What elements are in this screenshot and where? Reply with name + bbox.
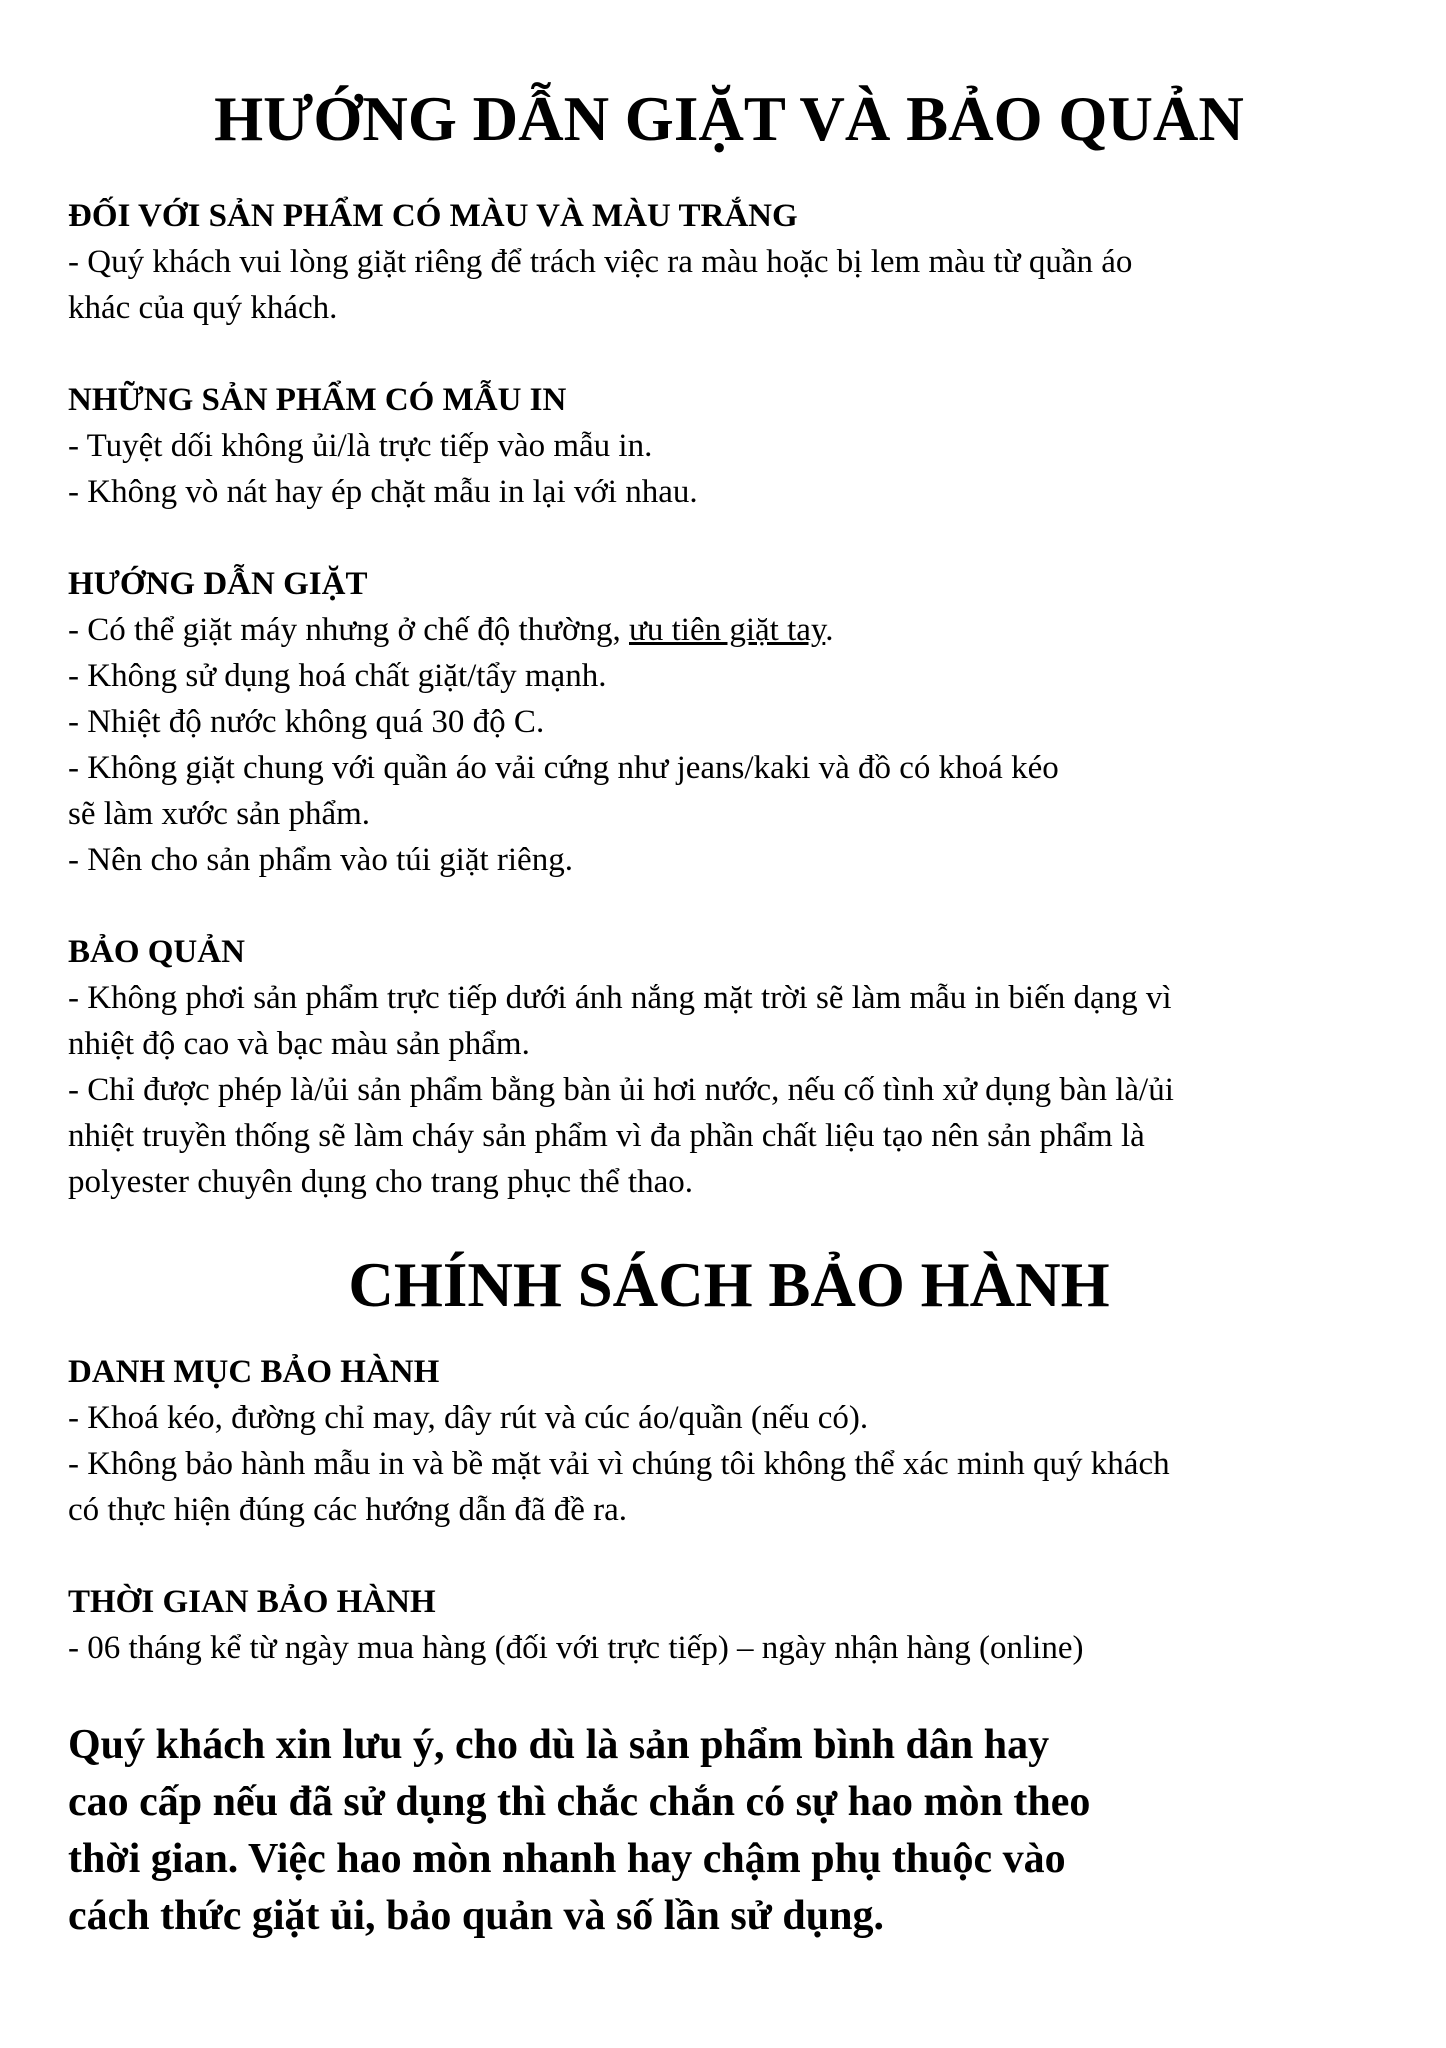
- line-text: .: [825, 612, 834, 648]
- section-heading: THỜI GIAN BẢO HÀNH: [68, 1584, 436, 1620]
- care-line: - Nhiệt độ nước không quá 30 độ C.: [68, 704, 545, 740]
- section-washing-instructions: [68, 561, 1390, 883]
- note-line: cao cấp nếu đã sử dụng thì chắc chắn có sự hao mòn theo: [68, 1779, 1091, 1825]
- warranty-line: - Khoá kéo, đường chỉ may, dây rút và cúc áo/quần (nếu có).: [68, 1400, 869, 1436]
- section-heading: DANH MỤC BẢO HÀNH: [68, 1354, 440, 1390]
- care-line: khác của quý khách.: [68, 290, 338, 326]
- section-printed-products: [68, 377, 1390, 515]
- care-line: - Quý khách vui lòng giặt riêng để trách việc ra màu hoặc bị lem màu từ quần áo: [68, 244, 1133, 280]
- warranty-title: CHÍNH SÁCH BẢO HÀNH: [348, 1250, 1110, 1320]
- warranty-line: - Không bảo hành mẫu in và bề mặt vải vì chúng tôi không thể xác minh quý khách: [68, 1446, 1170, 1482]
- customer-note: [68, 1717, 1390, 1945]
- care-title: HƯỚNG DẪN GIẶT VÀ BẢO QUẢN: [214, 84, 1244, 154]
- care-line: - Không phơi sản phẩm trực tiếp dưới ánh nắng mặt trời sẽ làm mẫu in biến dạng vì: [68, 980, 1172, 1016]
- note-line: cách thức giặt ủi, bảo quản và số lần sử dụng.: [68, 1893, 884, 1939]
- care-line: - Không sử dụng hoá chất giặt/tẩy mạnh.: [68, 658, 607, 694]
- care-line: - Tuyệt dối không ủi/là trực tiếp vào mẫu in.: [68, 428, 653, 464]
- section-heading: ĐỐI VỚI SẢN PHẨM CÓ MÀU VÀ MÀU TRẮNG: [68, 198, 798, 234]
- care-line: nhiệt truyền thống sẽ làm cháy sản phẩm vì đa phần chất liệu tạo nên sản phẩm là: [68, 1118, 1145, 1154]
- section-warranty-period: [68, 1579, 1390, 1671]
- care-line: sẽ làm xước sản phẩm.: [68, 796, 371, 832]
- section-heading: HƯỚNG DẪN GIẶT: [68, 566, 368, 602]
- warranty-line: có thực hiện đúng các hướng dẫn đã đề ra.: [68, 1492, 628, 1528]
- care-line: polyester chuyên dụng cho trang phục thể thao.: [68, 1164, 693, 1200]
- section-warranty-items: [68, 1349, 1390, 1533]
- care-line: - Nên cho sản phẩm vào túi giặt riêng.: [68, 842, 573, 878]
- section-heading: BẢO QUẢN: [68, 934, 245, 970]
- section-heading: NHỮNG SẢN PHẨM CÓ MẪU IN: [68, 382, 567, 418]
- section-colored-products: [68, 193, 1390, 331]
- care-line-with-underline: [68, 607, 1390, 653]
- note-line: thời gian. Việc hao mòn nhanh hay chậm phụ thuộc vào: [68, 1836, 1066, 1882]
- care-line: - Chỉ được phép là/ủi sản phẩm bằng bàn ủi hơi nước, nếu cố tình xử dụng bàn là/ủi: [68, 1072, 1174, 1108]
- care-line: - Không giặt chung với quần áo vải cứng như jeans/kaki và đồ có khoá kéo: [68, 750, 1059, 786]
- underlined-text: ưu tiên giặt tay: [629, 612, 826, 648]
- note-line: Quý khách xin lưu ý, cho dù là sản phẩm bình dân hay: [68, 1722, 1050, 1768]
- care-line: nhiệt độ cao và bạc màu sản phẩm.: [68, 1026, 530, 1062]
- warranty-line: - 06 tháng kể từ ngày mua hàng (đối với trực tiếp) – ngày nhận hàng (online): [68, 1630, 1084, 1666]
- care-line: - Không vò nát hay ép chặt mẫu in lại với nhau.: [68, 474, 698, 510]
- line-text: - Có thể giặt máy nhưng ở chế độ thường,: [68, 612, 629, 648]
- section-preservation: [68, 929, 1390, 1205]
